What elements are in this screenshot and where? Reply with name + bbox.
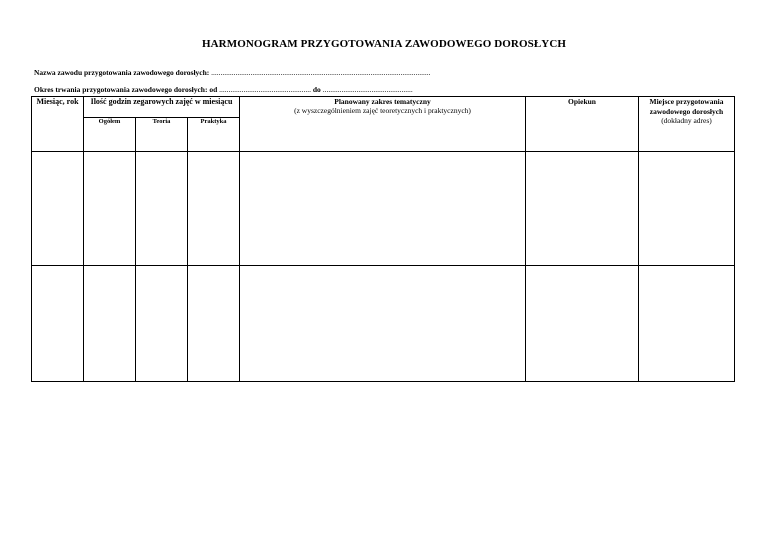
header-month-year: Miesiąc, rok (32, 97, 84, 152)
header-hours-theory: Teoria (136, 118, 188, 152)
cell-total[interactable] (84, 265, 136, 381)
cell-theory[interactable] (136, 265, 188, 381)
cell-theory[interactable] (136, 152, 188, 265)
table-row (32, 265, 735, 381)
cell-plan[interactable] (240, 265, 526, 381)
profession-name-field[interactable] (34, 68, 431, 77)
cell-plan[interactable] (240, 152, 526, 265)
cell-place[interactable] (639, 152, 735, 265)
profession-name-label: Nazwa zawodu przygotowania zawodowego dorosłych: (34, 68, 210, 77)
header-tutor: Opiekun (526, 97, 639, 152)
schedule-table (31, 96, 735, 382)
training-period-field[interactable] (34, 85, 413, 94)
header-place-title: Miejsce przygotowania zawodowego dorosłych (649, 97, 724, 116)
cell-practice[interactable] (188, 152, 240, 265)
cell-month[interactable] (32, 152, 84, 265)
period-from-label: Okres trwania przygotowania zawodowego dorosłych: od (34, 85, 218, 94)
period-to-dots: ................................................ (322, 85, 413, 94)
cell-place[interactable] (639, 265, 735, 381)
cell-total[interactable] (84, 152, 136, 265)
header-plan-note: (z wyszczególnieniem zajęć teoretycznych i praktycznych) (294, 106, 471, 115)
header-place-note: (dokładny adres) (661, 116, 712, 125)
cell-tutor[interactable] (526, 152, 639, 265)
header-hours: Ilość godzin zegarowych zajęć w miesiącu (84, 97, 240, 118)
cell-month[interactable] (32, 265, 84, 381)
cell-tutor[interactable] (526, 265, 639, 381)
header-hours-practice: Praktyka (188, 118, 240, 152)
document-title: HARMONOGRAM PRZYGOTOWANIA ZAWODOWEGO DOROSŁYCH (201, 38, 567, 50)
period-to-label: do (312, 85, 321, 94)
header-plan-title: Planowany zakres tematyczny (334, 97, 431, 106)
table-row (32, 152, 735, 265)
cell-practice[interactable] (188, 265, 240, 381)
header-hours-total: Ogółem (84, 118, 136, 152)
header-plan (240, 97, 526, 152)
header-place (639, 97, 735, 152)
header-row (32, 97, 735, 118)
period-from-dots: ................................................. (219, 85, 312, 94)
profession-name-dots: ..................................................................................................................... (211, 68, 431, 77)
